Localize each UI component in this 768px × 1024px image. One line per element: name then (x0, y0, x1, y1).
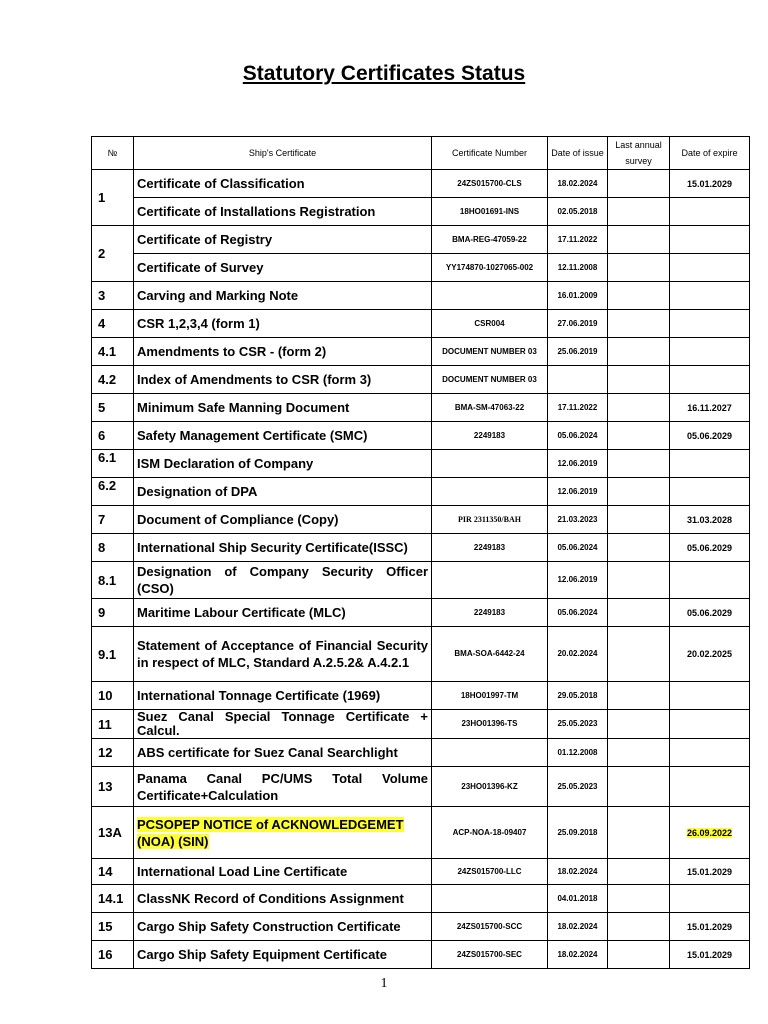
expire-date (670, 310, 750, 338)
table-row (92, 282, 750, 310)
highlighted-certificate-name: PCSOPEP NOTICE of ACKNOWLEDGEMET (NOA) (SIN) (137, 816, 404, 849)
last-survey (608, 394, 670, 422)
highlighted-expire-date: 26.09.2022 (686, 827, 733, 838)
expire-date: 15.01.2029 (670, 170, 750, 198)
expire-date (670, 226, 750, 254)
certificate-number: ACP-NOA-18-09407 (432, 807, 548, 859)
certificate-name: ABS certificate for Suez Canal Searchlight (134, 739, 432, 767)
certificate-name: ClassNK Record of Conditions Assignment (134, 885, 432, 913)
issue-date: 16.01.2009 (548, 282, 608, 310)
last-survey (608, 627, 670, 682)
last-survey (608, 338, 670, 366)
table-row (92, 627, 750, 682)
certificate-number: DOCUMENT NUMBER 03 (432, 338, 548, 366)
page-title: Statutory Certificates Status (242, 62, 526, 85)
row-number: 13A (92, 807, 134, 859)
expire-date: 05.06.2029 (670, 599, 750, 627)
issue-date: 12.06.2019 (548, 562, 608, 599)
row-number: 3 (92, 282, 134, 310)
table-row (92, 534, 750, 562)
last-survey (608, 739, 670, 767)
last-survey (608, 534, 670, 562)
certificate-name: ISM Declaration of Company (134, 450, 432, 478)
expire-date (670, 682, 750, 710)
certificate-name: Cargo Ship Safety Construction Certificate (134, 913, 432, 941)
certificate-number: YY174870-1027065-002 (432, 254, 548, 282)
expire-date: 15.01.2029 (670, 913, 750, 941)
certificate-name: Certificate of Installations Registration (134, 198, 432, 226)
expire-date: 31.03.2028 (670, 506, 750, 534)
table-row (92, 170, 750, 198)
certificate-name: International Load Line Certificate (134, 859, 432, 885)
header-issue: Date of issue (548, 137, 608, 170)
issue-date: 25.05.2023 (548, 710, 608, 739)
certificate-name: Suez Canal Special Tonnage Certificate + Calcul. (134, 710, 432, 739)
certificate-name: International Ship Security Certificate(ISSC) (134, 534, 432, 562)
expire-date: 15.01.2029 (670, 859, 750, 885)
last-survey (608, 282, 670, 310)
certificate-name: CSR 1,2,3,4 (form 1) (134, 310, 432, 338)
row-number: 9 (92, 599, 134, 627)
last-survey (608, 226, 670, 254)
certificate-number: 2249183 (432, 422, 548, 450)
issue-date (548, 366, 608, 394)
certificate-name: Certificate of Survey (134, 254, 432, 282)
expire-date (670, 198, 750, 226)
issue-date: 12.11.2008 (548, 254, 608, 282)
last-survey (608, 506, 670, 534)
row-number: 10 (92, 682, 134, 710)
issue-date: 01.12.2008 (548, 739, 608, 767)
certificate-number: DOCUMENT NUMBER 03 (432, 366, 548, 394)
last-survey (608, 913, 670, 941)
table-row (92, 599, 750, 627)
row-number: 8.1 (92, 562, 134, 599)
certificate-name: Statement of Acceptance of Financial Security in respect of MLC, Standard A.2.5.2& A.4.2.1 (134, 627, 432, 682)
row-number: 9.1 (92, 627, 134, 682)
row-number: 8 (92, 534, 134, 562)
table-row (92, 226, 750, 254)
last-survey (608, 767, 670, 807)
expire-date (670, 562, 750, 599)
certificate-number: 23HO01396-KZ (432, 767, 548, 807)
certificate-name: Amendments to CSR - (form 2) (134, 338, 432, 366)
certificate-number: 18HO01691-INS (432, 198, 548, 226)
expire-date (670, 739, 750, 767)
certificates-table (91, 136, 750, 969)
issue-date: 02.05.2018 (548, 198, 608, 226)
issue-date: 18.02.2024 (548, 913, 608, 941)
certificate-number: CSR004 (432, 310, 548, 338)
table-row (92, 562, 750, 599)
certificate-number (432, 739, 548, 767)
table-row (92, 859, 750, 885)
table-row (92, 394, 750, 422)
row-number: 14 (92, 859, 134, 885)
issue-date: 12.06.2019 (548, 478, 608, 506)
row-number: 12 (92, 739, 134, 767)
table-row (92, 254, 750, 282)
table-row (92, 198, 750, 226)
certificate-name: Certificate of Registry (134, 226, 432, 254)
issue-date: 18.02.2024 (548, 941, 608, 969)
table-row (92, 478, 750, 506)
table-row (92, 682, 750, 710)
certificate-name: International Tonnage Certificate (1969) (134, 682, 432, 710)
row-number: 16 (92, 941, 134, 969)
table-row (92, 739, 750, 767)
row-number: 5 (92, 394, 134, 422)
row-number: 15 (92, 913, 134, 941)
issue-date: 21.03.2023 (548, 506, 608, 534)
expire-date (670, 885, 750, 913)
certificate-number (432, 885, 548, 913)
row-number: 11 (92, 710, 134, 739)
table-row (92, 310, 750, 338)
table-row (92, 710, 750, 739)
issue-date: 18.02.2024 (548, 859, 608, 885)
issue-date: 05.06.2024 (548, 534, 608, 562)
expire-date (670, 767, 750, 807)
certificate-name: Carving and Marking Note (134, 282, 432, 310)
certificate-name: Minimum Safe Manning Document (134, 394, 432, 422)
certificate-name: Maritime Labour Certificate (MLC) (134, 599, 432, 627)
header-number: Certificate Number (432, 137, 548, 170)
expire-date (670, 450, 750, 478)
last-survey (608, 599, 670, 627)
expire-date (670, 254, 750, 282)
last-survey (608, 254, 670, 282)
issue-date: 04.01.2018 (548, 885, 608, 913)
expire-date: 20.02.2025 (670, 627, 750, 682)
table-header-row (92, 137, 750, 170)
expire-date (670, 807, 750, 859)
last-survey (608, 366, 670, 394)
last-survey (608, 450, 670, 478)
expire-date: 05.06.2029 (670, 534, 750, 562)
row-number: 14.1 (92, 885, 134, 913)
header-expire: Date of expire (670, 137, 750, 170)
expire-date (670, 710, 750, 739)
expire-date: 15.01.2029 (670, 941, 750, 969)
issue-date: 18.02.2024 (548, 170, 608, 198)
issue-date: 27.06.2019 (548, 310, 608, 338)
table-row (92, 422, 750, 450)
row-number: 1 (92, 170, 134, 226)
certificate-name (134, 807, 432, 859)
certificate-name: Index of Amendments to CSR (form 3) (134, 366, 432, 394)
expire-date (670, 366, 750, 394)
certificate-number: BMA-SOA-6442-24 (432, 627, 548, 682)
last-survey (608, 710, 670, 739)
table-row (92, 913, 750, 941)
certificate-number (432, 450, 548, 478)
certificate-name: Document of Compliance (Copy) (134, 506, 432, 534)
issue-date: 25.05.2023 (548, 767, 608, 807)
header-survey: Last annual survey (608, 137, 670, 170)
certificate-number (432, 478, 548, 506)
issue-date: 12.06.2019 (548, 450, 608, 478)
last-survey (608, 562, 670, 599)
issue-date: 17.11.2022 (548, 226, 608, 254)
header-certificate: Ship's Certificate (134, 137, 432, 170)
certificate-number (432, 562, 548, 599)
last-survey (608, 941, 670, 969)
certificate-number (432, 282, 548, 310)
issue-date: 05.06.2024 (548, 599, 608, 627)
row-number: 2 (92, 226, 134, 282)
certificate-number: 24ZS015700-CLS (432, 170, 548, 198)
last-survey (608, 885, 670, 913)
certificate-number: BMA-SM-47063-22 (432, 394, 548, 422)
issue-date: 05.06.2024 (548, 422, 608, 450)
certificate-number: 18HO01997-TM (432, 682, 548, 710)
expire-date (670, 338, 750, 366)
row-number: 4.2 (92, 366, 134, 394)
last-survey (608, 422, 670, 450)
issue-date: 25.09.2018 (548, 807, 608, 859)
table-row (92, 885, 750, 913)
table-row (92, 807, 750, 859)
table-row (92, 450, 750, 478)
row-number: 4.1 (92, 338, 134, 366)
last-survey (608, 478, 670, 506)
header-no: № (92, 137, 134, 170)
certificate-number: PIR 2311350/BAH (432, 506, 548, 534)
expire-date: 05.06.2029 (670, 422, 750, 450)
expire-date (670, 282, 750, 310)
page-number: 1 (380, 976, 388, 991)
last-survey (608, 682, 670, 710)
expire-date: 16.11.2027 (670, 394, 750, 422)
issue-date: 17.11.2022 (548, 394, 608, 422)
issue-date: 25.06.2019 (548, 338, 608, 366)
row-number: 6.1 (92, 450, 134, 478)
certificate-number: 24ZS015700-SCC (432, 913, 548, 941)
certificate-number: 24ZS015700-LLC (432, 859, 548, 885)
issue-date: 20.02.2024 (548, 627, 608, 682)
certificate-number: 2249183 (432, 599, 548, 627)
certificate-name: Designation of DPA (134, 478, 432, 506)
table-row (92, 366, 750, 394)
certificate-number: BMA-REG-47059-22 (432, 226, 548, 254)
table-row (92, 767, 750, 807)
certificate-name: Designation of Company Security Officer (CSO) (134, 562, 432, 599)
certificate-number: 23HO01396-TS (432, 710, 548, 739)
row-number: 6.2 (92, 478, 134, 506)
last-survey (608, 310, 670, 338)
certificate-name: Panama Canal PC/UMS Total Volume Certificate+Calculation (134, 767, 432, 807)
last-survey (608, 859, 670, 885)
row-number: 13 (92, 767, 134, 807)
table-row (92, 941, 750, 969)
certificate-number: 2249183 (432, 534, 548, 562)
certificate-name: Cargo Ship Safety Equipment Certificate (134, 941, 432, 969)
last-survey (608, 807, 670, 859)
certificate-number: 24ZS015700-SEC (432, 941, 548, 969)
table-row (92, 506, 750, 534)
row-number: 7 (92, 506, 134, 534)
last-survey (608, 198, 670, 226)
expire-date (670, 478, 750, 506)
issue-date: 29.05.2018 (548, 682, 608, 710)
certificate-name: Safety Management Certificate (SMC) (134, 422, 432, 450)
row-number: 6 (92, 422, 134, 450)
certificate-name: Certificate of Classification (134, 170, 432, 198)
table-row (92, 338, 750, 366)
last-survey (608, 170, 670, 198)
row-number: 4 (92, 310, 134, 338)
